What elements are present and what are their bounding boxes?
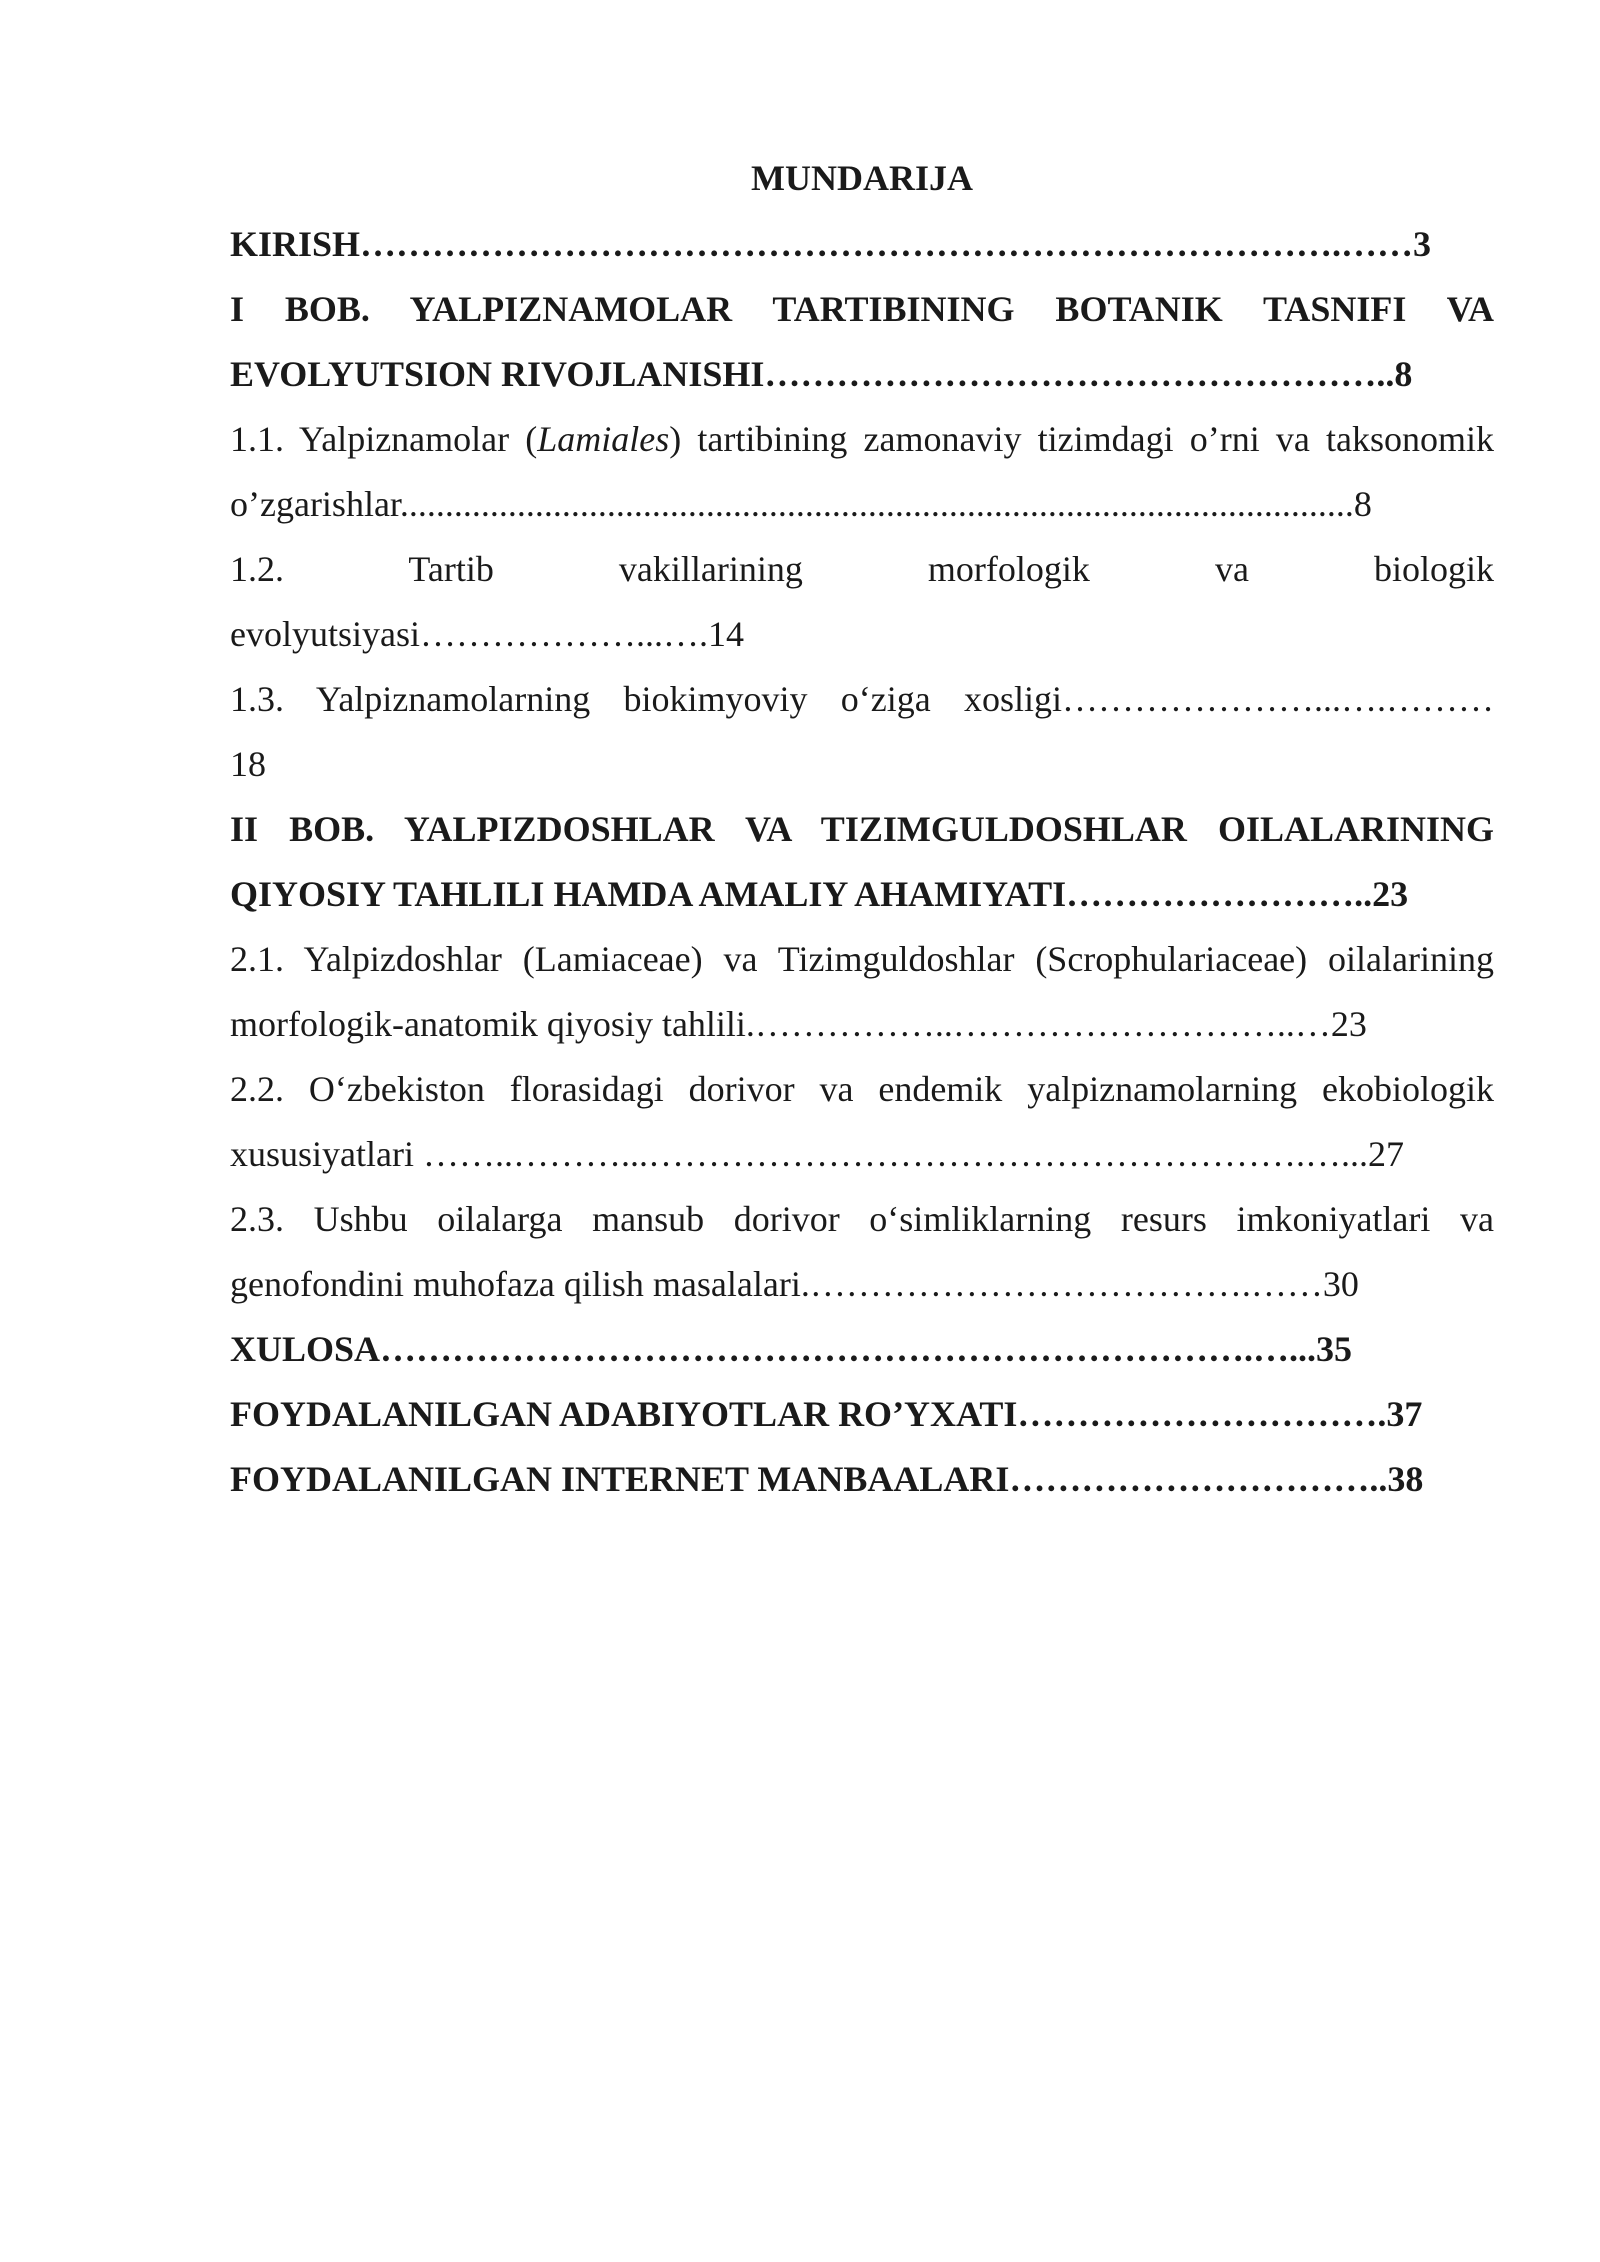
- toc-entry-2-1-line1: 2.1. Yalpizdoshlar (Lamiaceae) va Tizimguldoshlar (Scrophulariaceae) oilalarining: [230, 939, 1494, 979]
- toc-entry-1-2-line1: 1.2. Tartib vakillarining morfologik va biologik: [230, 549, 1494, 589]
- toc-entry-1-1-line1: [230, 407, 1494, 472]
- toc-entry-2-1-line2: morfologik-anatomik qiyosiy tahlili.……………..………………………..…23: [230, 1004, 1367, 1044]
- toc-entry-internet: FOYDALANILGAN INTERNET MANBAALARI…………………………..38: [230, 1459, 1424, 1499]
- toc-entry-bob1-line1: I BOB. YALPIZNAMOLAR TARTIBINING BOTANIK TASNIFI VA: [230, 289, 1494, 329]
- toc-entry-1-3-line1: 1.3. Yalpiznamolarning biokimyoviy o‘ziga xosligi…………………...….………: [230, 679, 1494, 719]
- document-page: [230, 150, 1494, 1512]
- toc-entry-1-3-line2: 18: [230, 744, 266, 784]
- toc-entry-bob1-line2: EVOLYUTSION RIVOJLANISHI……………………………………………..8: [230, 354, 1413, 394]
- toc-entry-1-1-text-end: ) tartibining zamonaviy tizimdagi o’rni va taksonomik: [669, 419, 1494, 459]
- page-title: MUNDARIJA: [751, 158, 973, 198]
- toc-entry-2-2-line2: xususiyatlari ……..………...……………………………………………….…...27: [230, 1134, 1404, 1174]
- toc-entry-bob2-line2: QIYOSIY TAHLILI HAMDA AMALIY AHAMIYATI……………………..23: [230, 874, 1409, 914]
- toc-entry-1-1-line2: o’zgarishlar..........................................................................................................8: [230, 484, 1372, 524]
- toc-entry-1-1-text-start: 1.1. Yalpiznamolar (: [230, 419, 538, 459]
- toc-entry-adabiyotlar: FOYDALANILGAN ADABIYOTLAR RO’YXATI………………………….37: [230, 1394, 1423, 1434]
- toc-entry-bob2-line1: II BOB. YALPIZDOSHLAR VA TIZIMGULDOSHLAR OILALARINING: [230, 809, 1494, 849]
- toc-entry-2-3-line2: genofondini muhofaza qilish masalalari.……………………………….……30: [230, 1264, 1359, 1304]
- toc-entry-1-2-line2: evolyutsiyasi………………...….14: [230, 614, 744, 654]
- toc-entry-xulosa: XULOSA……………………………………………………………….…...35: [230, 1329, 1353, 1369]
- toc-entry-kirish: KIRISH……………………………………………………………………….……3: [230, 224, 1432, 264]
- toc-entry-2-3-line1: 2.3. Ushbu oilalarga mansub dorivor o‘simliklarning resurs imkoniyatlari va: [230, 1199, 1494, 1239]
- toc-entry-2-2-line1: 2.2. O‘zbekiston florasidagi dorivor va endemik yalpiznamolarning ekobiologik: [230, 1069, 1494, 1109]
- toc-entry-1-1-italic: Lamiales: [537, 419, 670, 459]
